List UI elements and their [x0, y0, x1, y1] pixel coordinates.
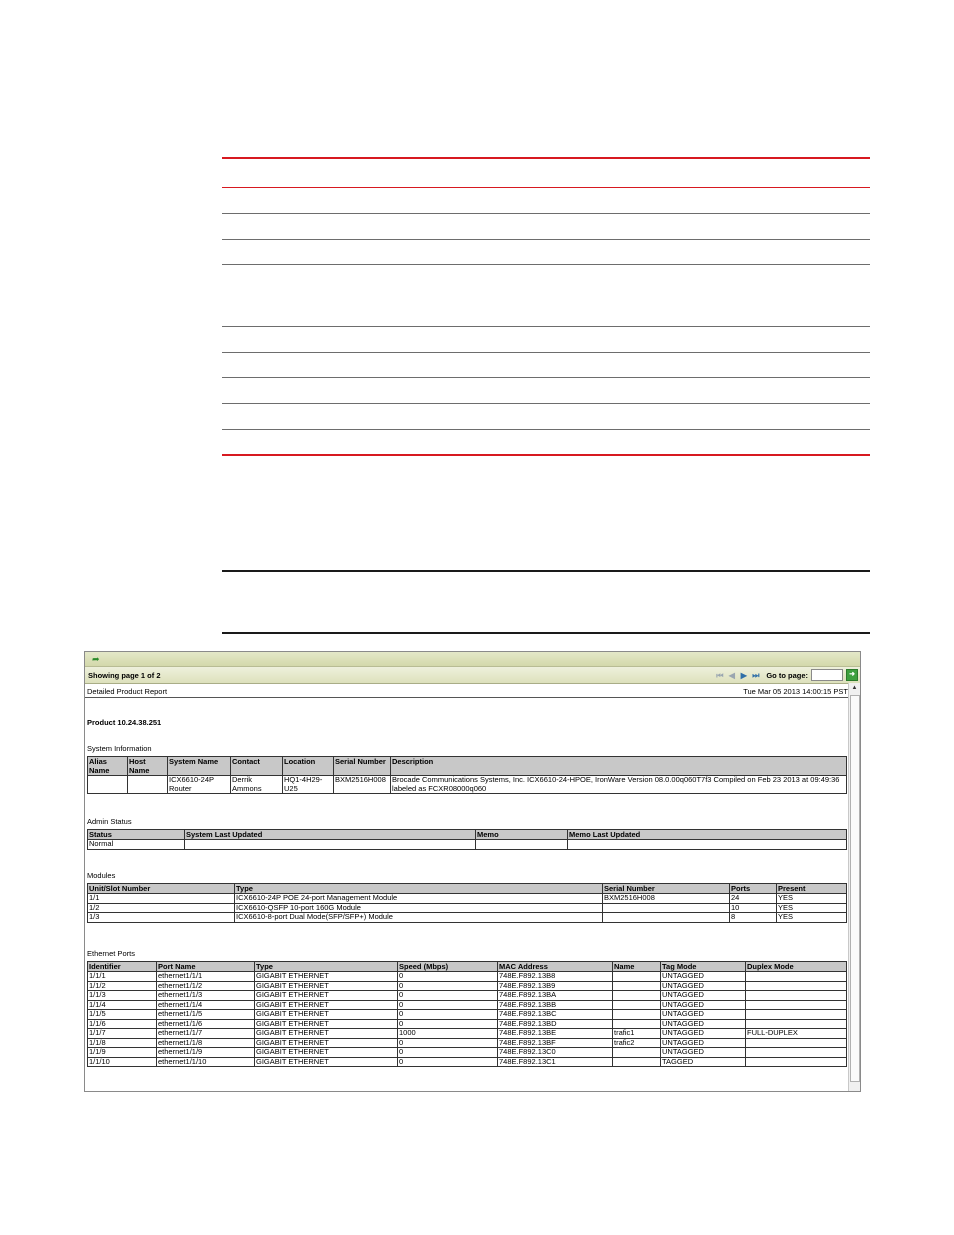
report-content [85, 683, 848, 1091]
table-rule [222, 264, 870, 265]
system-info-table [87, 756, 847, 794]
column-header[interactable]: Location [283, 757, 334, 776]
column-header[interactable]: Memo [476, 830, 568, 840]
table-cell: TAGGED [661, 1057, 746, 1067]
admin-status-table [87, 829, 847, 850]
table-cell: ethernet1/1/4 [157, 1000, 255, 1010]
ethernet-ports-table [87, 961, 847, 1067]
column-header[interactable]: Name [613, 962, 661, 972]
section-label-admin-status: Admin Status [87, 817, 132, 826]
table-cell: 8 [730, 913, 777, 923]
table-cell: 1/1/9 [88, 1048, 157, 1058]
table-cell: ethernet1/1/2 [157, 981, 255, 991]
table-rule [222, 352, 870, 353]
pager [715, 669, 858, 681]
table-header-row [88, 757, 847, 776]
table-cell: Normal [88, 840, 185, 850]
table-cell [603, 903, 730, 913]
table-cell: 1000 [398, 1029, 498, 1039]
table-cell [613, 1010, 661, 1020]
vertical-scrollbar[interactable] [848, 683, 860, 1091]
report-date: Tue Mar 05 2013 14:00:15 PST [743, 687, 848, 696]
pager-toolbar [85, 667, 860, 684]
table-cell: YES [777, 913, 847, 923]
table-rule [222, 326, 870, 327]
column-header[interactable]: Tag Mode [661, 962, 746, 972]
note-top-rule [222, 570, 870, 572]
table-cell: HQ1-4H29-U25 [283, 776, 334, 794]
column-header[interactable]: Memo Last Updated [568, 830, 847, 840]
table-cell: UNTAGGED [661, 1019, 746, 1029]
table-cell: 748E.F892.13BC [498, 1010, 613, 1020]
table-row [88, 1010, 847, 1020]
table-rule [222, 213, 870, 214]
table-rule [222, 239, 870, 240]
column-header[interactable]: Ports [730, 884, 777, 894]
table-cell: UNTAGGED [661, 1000, 746, 1010]
table-cell: 748E.F892.13BD [498, 1019, 613, 1029]
table-header-row [88, 884, 847, 894]
table-cell: UNTAGGED [661, 981, 746, 991]
table-cell: UNTAGGED [661, 1038, 746, 1048]
table-cell: trafic1 [613, 1029, 661, 1039]
column-header[interactable]: Host Name [128, 757, 168, 776]
table-cell [746, 972, 847, 982]
top-red-rule [222, 157, 870, 159]
table-cell: ethernet1/1/8 [157, 1038, 255, 1048]
bottom-red-rule [222, 454, 870, 456]
table-cell [746, 1057, 847, 1067]
table-cell: ICX6610-24P POE 24-port Management Module [235, 894, 603, 904]
section-label-system-info: System Information [87, 744, 152, 753]
table-cell: 0 [398, 981, 498, 991]
table-cell: trafic2 [613, 1038, 661, 1048]
table-cell [568, 840, 847, 850]
table-cell: UNTAGGED [661, 991, 746, 1001]
table-rule [222, 429, 870, 430]
table-cell: BXM2516H008 [334, 776, 391, 794]
table-cell [476, 840, 568, 850]
table-cell [746, 1010, 847, 1020]
table-cell: 1/1 [88, 894, 235, 904]
table-row [88, 1029, 847, 1039]
table-cell: 1/1/4 [88, 1000, 157, 1010]
column-header[interactable]: Serial Number [334, 757, 391, 776]
table-cell: YES [777, 903, 847, 913]
table-cell: 748E.F892.13BB [498, 1000, 613, 1010]
column-header[interactable]: Identifier [88, 962, 157, 972]
table-cell [746, 981, 847, 991]
column-header[interactable]: Description [391, 757, 847, 776]
scroll-up-icon[interactable]: ▲ [851, 685, 858, 691]
table-cell: 1/1/2 [88, 981, 157, 991]
table-cell [613, 1057, 661, 1067]
modules-table [87, 883, 847, 923]
table-header-row [88, 830, 847, 840]
table-cell: ethernet1/1/7 [157, 1029, 255, 1039]
table-cell: 1/1/7 [88, 1029, 157, 1039]
table-cell: YES [777, 894, 847, 904]
table-cell: 0 [398, 1048, 498, 1058]
column-header[interactable]: System Name [168, 757, 231, 776]
last-page-icon[interactable]: ⏭ [752, 670, 760, 680]
table-cell [603, 913, 730, 923]
section-label-ethernet-ports: Ethernet Ports [87, 949, 135, 958]
table-cell: 748E.F892.13B8 [498, 972, 613, 982]
table-row [88, 776, 847, 794]
table-cell: 1/2 [88, 903, 235, 913]
table-cell: 0 [398, 1000, 498, 1010]
table-row [88, 894, 847, 904]
table-cell: UNTAGGED [661, 972, 746, 982]
table-cell: 0 [398, 1038, 498, 1048]
note-bottom-rule [222, 632, 870, 634]
table-cell: GIGABIT ETHERNET [255, 1010, 398, 1020]
table-cell: 748E.F892.13BF [498, 1038, 613, 1048]
table-cell: BXM2516H008 [603, 894, 730, 904]
product-title: Product 10.24.38.251 [87, 718, 162, 727]
table-cell [746, 1000, 847, 1010]
table-row [88, 991, 847, 1001]
table-cell: UNTAGGED [661, 1048, 746, 1058]
table-rule [222, 377, 870, 378]
column-header[interactable]: Duplex Mode [746, 962, 847, 972]
next-page-icon[interactable]: ▶ [740, 670, 747, 680]
table-cell: 24 [730, 894, 777, 904]
table-cell [88, 776, 128, 794]
table-cell: 1/1/3 [88, 991, 157, 1001]
go-button[interactable]: ➜ [846, 669, 858, 681]
table-cell: FULL-DUPLEX [746, 1029, 847, 1039]
table-cell: GIGABIT ETHERNET [255, 1048, 398, 1058]
table-cell: 0 [398, 1019, 498, 1029]
table-cell: 0 [398, 972, 498, 982]
report-title: Detailed Product Report [87, 687, 168, 696]
table-cell [128, 776, 168, 794]
column-header[interactable]: Speed (Mbps) [398, 962, 498, 972]
table-cell: GIGABIT ETHERNET [255, 991, 398, 1001]
table-cell: ethernet1/1/5 [157, 1010, 255, 1020]
column-header[interactable]: Port Name [157, 962, 255, 972]
goto-label: Go to page: [766, 670, 808, 680]
table-cell: ethernet1/1/9 [157, 1048, 255, 1058]
column-header[interactable]: Status [88, 830, 185, 840]
table-cell [613, 1000, 661, 1010]
column-header[interactable]: Unit/Slot Number [88, 884, 235, 894]
section-label-modules: Modules [87, 871, 116, 880]
table-cell: ethernet1/1/10 [157, 1057, 255, 1067]
table-row [88, 972, 847, 982]
table-cell: UNTAGGED [661, 1029, 746, 1039]
column-header[interactable]: Type [255, 962, 398, 972]
table-rule [222, 187, 870, 188]
table-cell: ethernet1/1/3 [157, 991, 255, 1001]
table-cell: 748E.F892.13C0 [498, 1048, 613, 1058]
column-header[interactable]: Present [777, 884, 847, 894]
table-cell [185, 840, 476, 850]
viewer-toolbar [85, 652, 860, 667]
column-header[interactable]: MAC Address [498, 962, 613, 972]
table-cell: 0 [398, 991, 498, 1001]
table-cell: 1/1/5 [88, 1010, 157, 1020]
table-cell: 10 [730, 903, 777, 913]
table-row [88, 840, 847, 850]
table-cell: GIGABIT ETHERNET [255, 981, 398, 991]
table-cell: GIGABIT ETHERNET [255, 1038, 398, 1048]
table-cell: GIGABIT ETHERNET [255, 1019, 398, 1029]
table-cell: GIGABIT ETHERNET [255, 972, 398, 982]
table-cell [613, 1048, 661, 1058]
table-cell [613, 972, 661, 982]
table-row [88, 1048, 847, 1058]
table-cell: 1/1/8 [88, 1038, 157, 1048]
scroll-thumb[interactable] [850, 695, 860, 1082]
column-header[interactable]: Contact [231, 757, 283, 776]
table-cell: 748E.F892.13BA [498, 991, 613, 1001]
table-cell [746, 1038, 847, 1048]
table-cell [746, 991, 847, 1001]
table-cell [613, 981, 661, 991]
table-rule [222, 403, 870, 404]
table-cell: 748E.F892.13B9 [498, 981, 613, 991]
column-header[interactable]: System Last Updated [185, 830, 476, 840]
table-cell: ethernet1/1/1 [157, 972, 255, 982]
report-header-divider [85, 697, 848, 698]
first-page-icon[interactable]: ⏮ [716, 670, 724, 680]
table-row [88, 913, 847, 923]
table-cell: Brocade Communications Systems, Inc. ICX6610-24-HPOE, IronWare Version 08.0.00q060T7f3 Compiled on Feb 23 2013 at 09:49:36 labeled as FCXR08000q060 [391, 776, 847, 794]
report-viewer [84, 651, 861, 1092]
table-cell: 1/1/10 [88, 1057, 157, 1067]
table-cell: ICX6610-24P Router [168, 776, 231, 794]
prev-page-icon[interactable]: ◀ [728, 670, 735, 680]
table-cell [613, 991, 661, 1001]
column-header[interactable]: Serial Number [603, 884, 730, 894]
table-header-row [88, 962, 847, 972]
table-cell: 1/1/1 [88, 972, 157, 982]
table-row [88, 1057, 847, 1067]
table-cell: 1/3 [88, 913, 235, 923]
page-status: Showing page 1 of 2 [88, 671, 161, 680]
goto-page-input[interactable] [811, 669, 843, 681]
table-cell: ICX6610-8-port Dual Mode(SFP/SFP+) Module [235, 913, 603, 923]
table-cell [746, 1048, 847, 1058]
table-cell: GIGABIT ETHERNET [255, 1057, 398, 1067]
column-header[interactable]: Alias Name [88, 757, 128, 776]
refresh-icon[interactable]: ➦ [92, 654, 100, 664]
table-cell: 0 [398, 1057, 498, 1067]
table-cell: 0 [398, 1010, 498, 1020]
table-cell: Derrik Ammons [231, 776, 283, 794]
table-cell: UNTAGGED [661, 1010, 746, 1020]
column-header[interactable]: Type [235, 884, 603, 894]
table-cell: 748E.F892.13BE [498, 1029, 613, 1039]
table-cell: 748E.F892.13C1 [498, 1057, 613, 1067]
table-cell: GIGABIT ETHERNET [255, 1029, 398, 1039]
table-cell: 1/1/6 [88, 1019, 157, 1029]
table-cell: GIGABIT ETHERNET [255, 1000, 398, 1010]
table-cell: ICX6610-QSFP 10-port 160G Module [235, 903, 603, 913]
table-cell: ethernet1/1/6 [157, 1019, 255, 1029]
